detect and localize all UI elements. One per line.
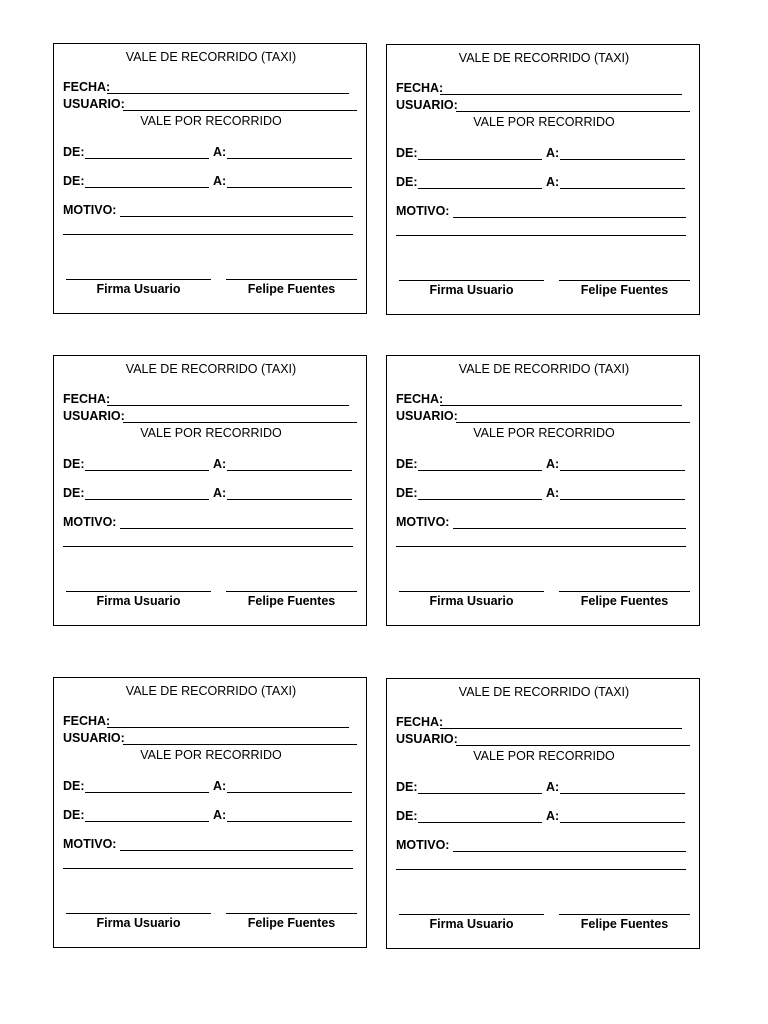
voucher-subtitle: VALE POR RECORRIDO [140,748,282,762]
motivo-label: MOTIVO: [63,837,117,851]
voucher-title: VALE DE RECORRIDO (TAXI) [458,51,630,65]
motivo-field[interactable] [453,217,686,218]
user-signature-label: Firma Usuario [429,594,514,608]
authorizer-signature-label: Felipe Fuentes [580,594,669,608]
route-row-1 [396,780,692,796]
a-label: A: [213,174,227,188]
de-field[interactable] [418,159,542,160]
de-label: DE: [396,146,418,160]
motivo-field-continuation[interactable] [63,234,353,235]
usuario-field[interactable] [456,745,690,746]
fecha-row [396,81,692,97]
taxi-voucher [53,43,367,314]
route-row-2 [396,809,692,825]
usuario-field[interactable] [123,422,357,423]
a-label: A: [213,808,227,822]
route-row-1 [63,145,359,161]
usuario-label: USUARIO: [63,731,125,745]
usuario-row [63,409,359,425]
a-label: A: [546,486,560,500]
a-label: A: [546,780,560,794]
usuario-row [396,409,692,425]
motivo-field[interactable] [120,216,353,217]
a-label: A: [213,486,227,500]
usuario-field[interactable] [123,110,357,111]
motivo-row [63,203,359,219]
motivo-row [396,204,692,220]
voucher-title: VALE DE RECORRIDO (TAXI) [125,50,297,64]
de-field[interactable] [85,470,209,471]
voucher-subtitle: VALE POR RECORRIDO [473,426,615,440]
de-field[interactable] [85,499,209,500]
authorizer-signature-line[interactable] [559,280,690,281]
voucher-title: VALE DE RECORRIDO (TAXI) [458,685,630,699]
de-label: DE: [63,779,85,793]
a-label: A: [546,809,560,823]
fecha-field[interactable] [440,405,682,406]
authorizer-signature-label: Felipe Fuentes [247,594,336,608]
motivo-field-continuation[interactable] [396,235,686,236]
motivo-label: MOTIVO: [396,204,450,218]
a-field[interactable] [560,470,685,471]
a-field[interactable] [560,822,685,823]
fecha-label: FECHA: [396,392,444,406]
authorizer-signature-line[interactable] [226,591,357,592]
de-field[interactable] [418,793,542,794]
route-row-1 [396,457,692,473]
motivo-row [63,515,359,531]
a-field[interactable] [560,499,685,500]
usuario-label: USUARIO: [63,97,125,111]
de-field[interactable] [85,187,209,188]
route-row-2 [396,486,692,502]
motivo-row [396,838,692,854]
fecha-row [396,715,692,731]
a-label: A: [546,457,560,471]
fecha-label: FECHA: [396,715,444,729]
a-field[interactable] [560,793,685,794]
motivo-field-continuation[interactable] [396,869,686,870]
motivo-field[interactable] [120,528,353,529]
a-field[interactable] [227,821,352,822]
taxi-voucher [53,355,367,626]
fecha-label: FECHA: [63,80,111,94]
user-signature-label: Firma Usuario [96,282,181,296]
route-row-1 [63,779,359,795]
authorizer-signature-label: Felipe Fuentes [580,283,669,297]
motivo-field[interactable] [453,851,686,852]
de-label: DE: [63,457,85,471]
fecha-row [396,392,692,408]
user-signature-line[interactable] [66,591,211,592]
de-field[interactable] [85,821,209,822]
usuario-label: USUARIO: [396,409,458,423]
taxi-voucher [386,44,700,315]
usuario-row [396,98,692,114]
authorizer-signature-line[interactable] [559,914,690,915]
a-label: A: [213,457,227,471]
route-row-2 [63,486,359,502]
fecha-field[interactable] [440,94,682,95]
de-field[interactable] [85,792,209,793]
a-field[interactable] [560,159,685,160]
motivo-label: MOTIVO: [396,515,450,529]
fecha-field[interactable] [107,93,349,94]
usuario-label: USUARIO: [396,732,458,746]
usuario-label: USUARIO: [396,98,458,112]
fecha-label: FECHA: [396,81,444,95]
motivo-field-continuation[interactable] [63,868,353,869]
motivo-field-continuation[interactable] [396,546,686,547]
fecha-field[interactable] [107,405,349,406]
route-row-1 [396,146,692,162]
a-label: A: [546,146,560,160]
fecha-row [63,392,359,408]
user-signature-label: Firma Usuario [429,283,514,297]
de-field[interactable] [418,188,542,189]
taxi-voucher [53,677,367,948]
fecha-row [63,714,359,730]
a-label: A: [546,175,560,189]
motivo-label: MOTIVO: [63,203,117,217]
de-label: DE: [63,486,85,500]
de-field[interactable] [418,499,542,500]
motivo-row [63,837,359,853]
authorizer-signature-line[interactable] [226,279,357,280]
usuario-label: USUARIO: [63,409,125,423]
user-signature-line[interactable] [399,591,544,592]
fecha-row [63,80,359,96]
de-label: DE: [396,809,418,823]
user-signature-label: Firma Usuario [96,916,181,930]
de-label: DE: [63,145,85,159]
usuario-row [63,731,359,747]
fecha-field[interactable] [440,728,682,729]
voucher-title: VALE DE RECORRIDO (TAXI) [125,684,297,698]
motivo-label: MOTIVO: [396,838,450,852]
usuario-field[interactable] [456,111,690,112]
usuario-row [63,97,359,113]
authorizer-signature-line[interactable] [226,913,357,914]
de-label: DE: [63,174,85,188]
voucher-title: VALE DE RECORRIDO (TAXI) [458,362,630,376]
de-label: DE: [396,486,418,500]
authorizer-signature-label: Felipe Fuentes [580,917,669,931]
voucher-subtitle: VALE POR RECORRIDO [473,115,615,129]
a-field[interactable] [227,470,352,471]
voucher-subtitle: VALE POR RECORRIDO [140,114,282,128]
a-label: A: [213,145,227,159]
motivo-field[interactable] [120,850,353,851]
de-label: DE: [396,457,418,471]
taxi-voucher [386,355,700,626]
a-field[interactable] [227,158,352,159]
motivo-field-continuation[interactable] [63,546,353,547]
voucher-subtitle: VALE POR RECORRIDO [140,426,282,440]
de-label: DE: [396,175,418,189]
a-field[interactable] [560,188,685,189]
user-signature-line[interactable] [399,280,544,281]
a-field[interactable] [227,187,352,188]
de-field[interactable] [418,822,542,823]
user-signature-label: Firma Usuario [429,917,514,931]
user-signature-line[interactable] [66,913,211,914]
authorizer-signature-label: Felipe Fuentes [247,282,336,296]
route-row-2 [396,175,692,191]
usuario-row [396,732,692,748]
a-field[interactable] [227,499,352,500]
usuario-field[interactable] [123,744,357,745]
fecha-field[interactable] [107,727,349,728]
voucher-title: VALE DE RECORRIDO (TAXI) [125,362,297,376]
a-field[interactable] [227,792,352,793]
route-row-2 [63,808,359,824]
fecha-label: FECHA: [63,714,111,728]
user-signature-label: Firma Usuario [96,594,181,608]
voucher-subtitle: VALE POR RECORRIDO [473,749,615,763]
fecha-label: FECHA: [63,392,111,406]
de-field[interactable] [418,470,542,471]
motivo-field[interactable] [453,528,686,529]
motivo-label: MOTIVO: [63,515,117,529]
route-row-2 [63,174,359,190]
user-signature-line[interactable] [399,914,544,915]
a-label: A: [213,779,227,793]
authorizer-signature-label: Felipe Fuentes [247,916,336,930]
user-signature-line[interactable] [66,279,211,280]
de-label: DE: [63,808,85,822]
route-row-1 [63,457,359,473]
taxi-voucher [386,678,700,949]
authorizer-signature-line[interactable] [559,591,690,592]
usuario-field[interactable] [456,422,690,423]
motivo-row [396,515,692,531]
de-label: DE: [396,780,418,794]
de-field[interactable] [85,158,209,159]
